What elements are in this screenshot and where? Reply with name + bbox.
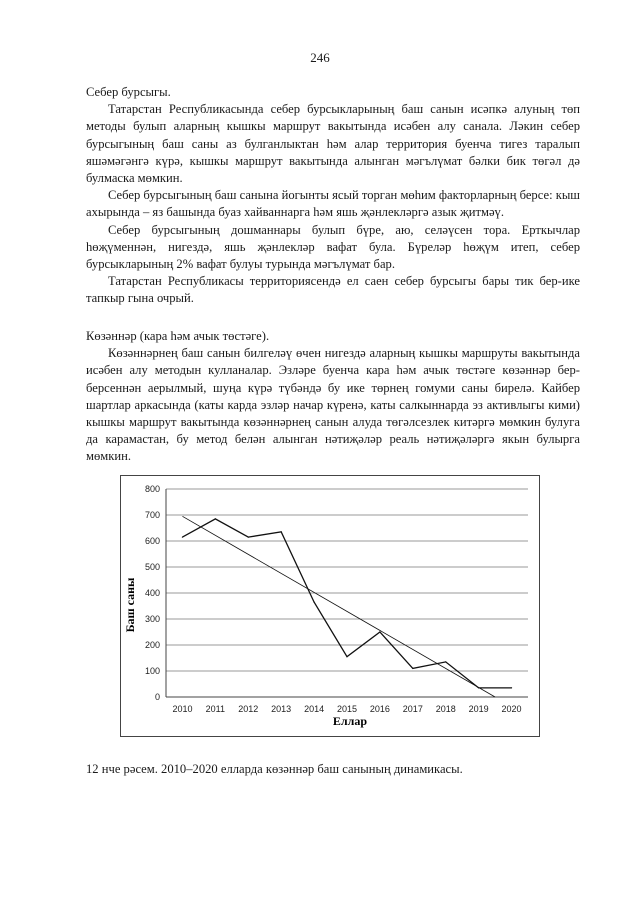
page-number: 246: [310, 50, 330, 65]
data-point: [215, 518, 216, 519]
section-badger: [86, 84, 580, 308]
y-tick-label: 200: [144, 640, 160, 650]
y-tick-label: 100: [144, 666, 160, 676]
chart-svg: [120, 475, 540, 737]
paragraph: Көзәннәрнең баш санын билгеләү өчен нигездә аларның кышкы маршруты вакытында исәбен алу методын кулланалар. Эзләре буенча кара һәм ачык төстәге көзәннәр бер-берсеннән аерылмый, шуңа күрә түбәндә бу ике төрнең гомуми саны бирелә. Кайбер шартлар аркасында (каты карда эзләр начар күренә, каты салкыннарда эз активлыгы кими) кышкы маршрут вакытында көзәннәрнең санын алуда төгәлсезлек китәргә мөмкин булуга да карамастан, бу метод белән алынган нәтиҗәләр реаль нәтиҗәләргә якын булырга мөмкин.: [86, 346, 580, 464]
x-tick-label: 2011: [205, 704, 226, 714]
x-tick-label: 2018: [435, 704, 456, 714]
data-point: [248, 537, 249, 538]
y-tick-label: 600: [144, 536, 160, 546]
data-point: [445, 661, 446, 662]
data-point: [379, 631, 380, 632]
data-point: [412, 668, 413, 669]
y-tick-label: 300: [144, 614, 160, 624]
data-point: [182, 537, 183, 538]
section-heading: Көзәннәр (кара һәм ачык төстәге).: [86, 329, 270, 343]
x-tick-label: 2019: [468, 704, 489, 714]
y-tick-label: 0: [154, 692, 160, 702]
data-point: [281, 531, 282, 532]
y-axis-label: Баш саны: [123, 577, 137, 633]
paragraph: Себер бурсыгының баш санына йогынты ясый торган мөһим факторларның берсе: кыш ахырында – яз башында буаз хайваннарга һәм яшь җәнлекләргә азык җитмәү.: [86, 188, 580, 220]
x-tick-label: 2016: [369, 704, 390, 714]
population-chart: [120, 475, 540, 737]
x-tick-label: 2015: [336, 704, 358, 714]
paragraph: Татарстан Республикасы территориясендә ел саен себер бурсыгы бары тик бер-ике тапкыр гына очрый.: [86, 274, 580, 306]
data-point: [313, 602, 314, 603]
y-tick-label: 500: [144, 562, 160, 572]
data-point: [511, 687, 512, 688]
figure-caption: 12 нче рәсем. 2010–2020 елларда көзәннәр баш санының динамикасы.: [86, 762, 463, 776]
x-tick-label: 2020: [501, 704, 522, 714]
y-tick-label: 400: [144, 588, 160, 598]
x-tick-label: 2012: [238, 704, 259, 714]
paragraph: Себер бурсыгының дошманнары булып бүре, аю, селәүсен тора. Ерткычлар һөҗүменнән, нигездә, яшь җәнлекләр вафат була. Бүреләр һөҗүм итеп, себер бурсыкларының 2% вафат булуы турында мәгълүмат бар.: [86, 222, 580, 272]
paragraph: Татарстан Республикасында себер бурсыкларының баш санын исәпкә алуның төп методы булып аларның кышкы маршрут вакытында исәбен алу санала. Ләкин себер бурсыгының баш саны аз булганлыктан һәм алар территория буенча тигез таралып яшәмәгәнгә күрә, кышкы маршрут вакытында алынган мәгълүмат бәлки бик төгәл дә булмаска мөмкин.: [86, 102, 580, 186]
x-tick-label: 2017: [402, 704, 423, 714]
y-tick-label: 800: [144, 484, 160, 494]
x-tick-label: 2014: [304, 704, 325, 714]
y-tick-label: 700: [144, 510, 160, 520]
x-tick-label: 2013: [271, 704, 292, 714]
section-mink: [86, 328, 580, 466]
x-tick-label: 2010: [172, 704, 193, 714]
section-heading: Себер бурсыгы.: [86, 85, 171, 99]
data-point: [346, 656, 347, 657]
x-axis-label: Еллар: [332, 714, 368, 728]
